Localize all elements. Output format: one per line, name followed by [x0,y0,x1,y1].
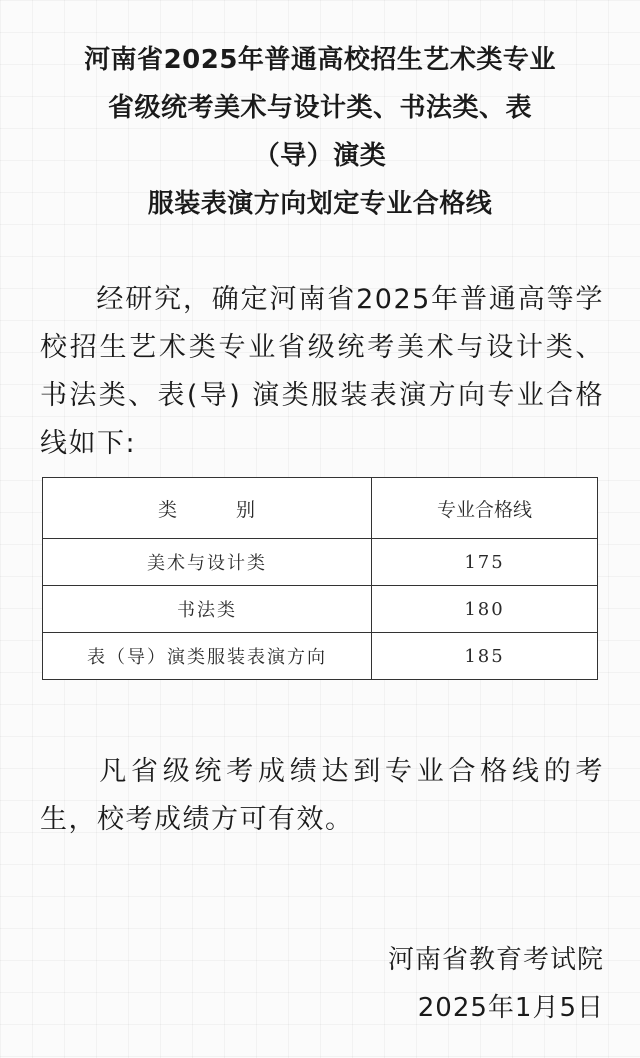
row-score: 185 [372,633,598,680]
note-paragraph [40,748,604,844]
intro-paragraph [40,276,604,468]
row-category: 书法类 [43,586,372,633]
notice-title [30,36,610,228]
row-score: 180 [372,586,598,633]
title-line-4: 服装表演方向划定专业合格线 [147,189,493,219]
row-category: 表（导）演类服装表演方向 [43,633,372,680]
row-score: 175 [372,539,598,586]
title-line-1: 河南省2025年普通高校招生艺术类专业 [84,45,556,75]
issue-date: 2025年1月5日 [417,993,604,1023]
intro-text: 经研究，确定河南省2025年普通高等学校招生艺术类专业省级统考美术与设计类、书法类、表(导) 演类服装表演方向专业合格线如下: [40,284,604,459]
title-line-3: （导）演类 [253,141,387,171]
table-header-row [43,478,598,539]
header-category: 类 别 [43,478,372,539]
note-text: 凡省级统考成绩达到专业合格线的考生，校考成绩方可有效。 [40,756,604,835]
row-category: 美术与设计类 [43,539,372,586]
table-row [43,633,598,680]
issuer-name: 河南省教育考试院 [387,945,604,975]
table-row [43,586,598,633]
table-row [43,539,598,586]
header-score: 专业合格线 [372,478,598,539]
score-table [42,477,598,680]
title-line-2: 省级统考美术与设计类、书法类、表 [107,93,532,123]
